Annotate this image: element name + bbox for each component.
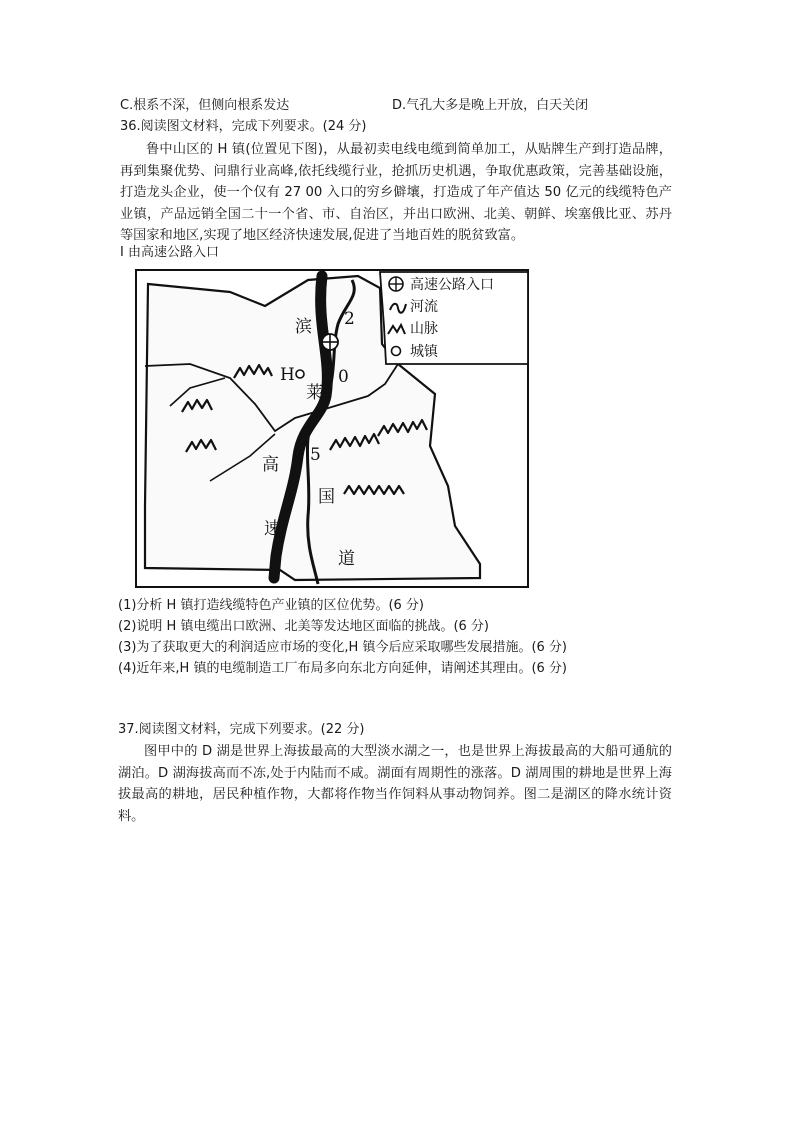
question-37-header: 37.阅读图文材料，完成下列要求。(22 分) [118,722,365,737]
town-h-marker [296,370,304,378]
question-36-paragraph: 鲁中山区的 H 镇(位置见下图)，从最初卖电线电缆到简单加工，从贴牌生产到打造品牌，再到集聚优势、问鼎行业高峰,依托线缆行业，抢抓历史机遇，争取优惠政策，完善基础设施，打造龙头企业，使一个仅有 27 00 入口的穷乡僻壤，打造成了年产值达 50 亿元的线缆特色产业镇，产品远销全国二十一个省、市、自治区，并出口欧洲、北美、朝鲜、埃塞俄比亚、苏丹等国家和地区,实现了地区经济快速发展,促进了当地百姓的脱贫致富。 [120,142,672,243]
town-h-label: H [280,365,295,385]
question-36-2: (2)说明 H 镇电缆出口欧洲、北美等发达地区面临的挑战。(6 分) [118,619,490,634]
road-number-2: 2 [344,309,355,329]
legend-label-highway-entrance: 高速公路入口 [410,277,494,293]
question-37-paragraph: 图甲中的 D 湖是世界上海拔最高的大型淡水湖之一，也是世界上海拔最高的大船可通航的湖泊。D 湖海拔高而不冻,处于内陆而不咸。湖面有周期性的涨落。D 湖周围的耕地是世界上海拔最高的耕地，居民种植作物，大都将作物当作饲料从事动物饲养。图二是湖区的降水统计资料。 [118,744,672,824]
option-d: D.气孔大多是晚上开放，白天关闭 [392,98,589,113]
map-caption: I 由高速公路入口 [120,245,219,260]
h-town-map [130,266,530,592]
question-36-header: 36.阅读图文材料，完成下列要求。(24 分) [120,119,367,134]
road-char-bin: 滨 [295,317,312,337]
road-number-0: 0 [338,367,349,387]
question-36-4: (4)近年来,H 镇的电缆制造工厂布局多向东北方向延伸，请阐述其理由。(6 分) [118,661,568,676]
road-number-5: 5 [310,445,321,465]
road-char-gao: 高 [262,455,279,475]
national-road-char-guo: 国 [318,487,335,507]
option-c: C.根系不深，但侧向根系发达 [120,98,290,113]
highway-entrance-marker [322,334,338,350]
road-char-su: 速 [264,519,281,539]
question-36-3: (3)为了获取更大的利润适应市场的变化,H 镇今后应采取哪些发展措施。(6 分) [118,640,568,655]
legend-label-mountain: 山脉 [410,321,438,337]
road-char-lai: 莱 [306,383,323,403]
legend-label-town: 城镇 [410,344,438,360]
question-36-1: (1)分析 H 镇打造线缆特色产业镇的区位优势。(6 分) [118,598,425,613]
legend-label-river: 河流 [410,299,438,315]
national-road-char-dao: 道 [338,549,355,569]
legend-town-icon [392,347,401,356]
legend-highway-entrance-icon [389,277,403,291]
